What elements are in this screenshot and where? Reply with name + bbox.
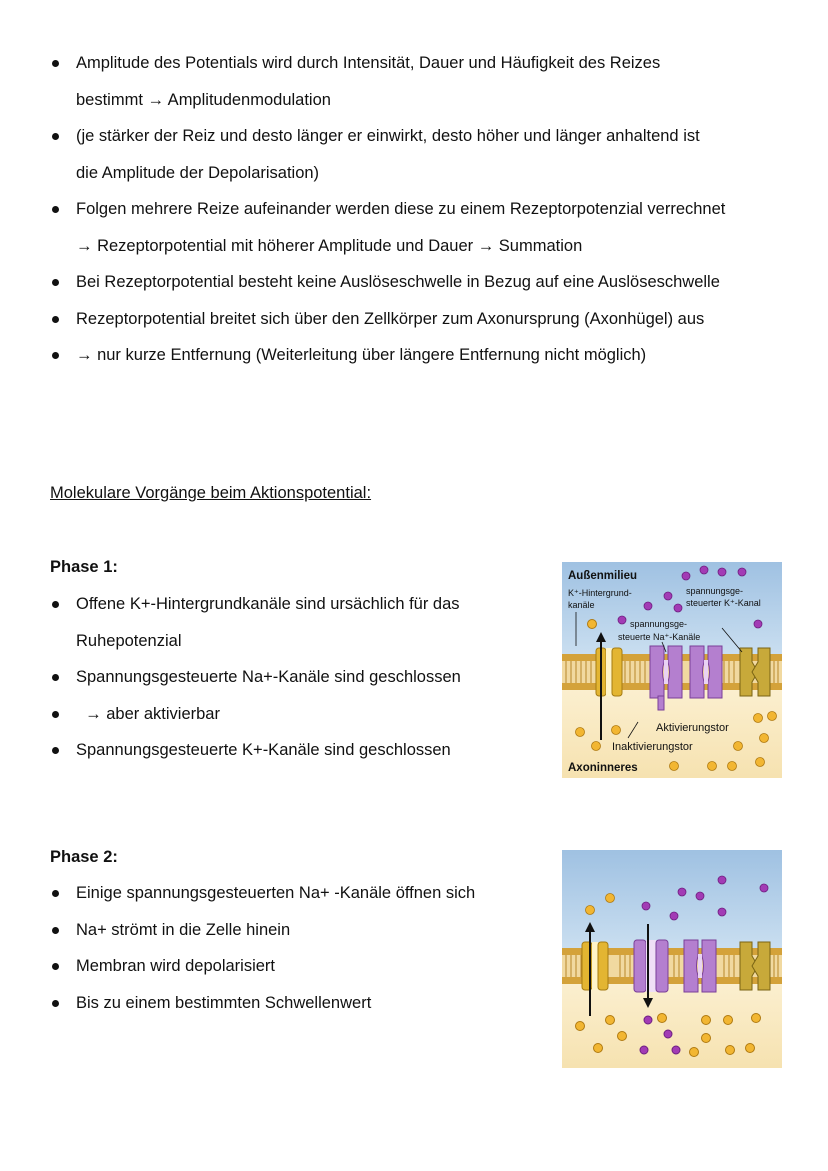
list-item — [50, 45, 725, 118]
bullet-icon — [52, 963, 59, 970]
list-item-text-cont: die Amplitude der Depolarisation) — [76, 163, 320, 182]
bullet-icon — [52, 927, 59, 934]
outside-area — [562, 850, 782, 948]
k-voltage-label-1: spannungsge- — [686, 586, 744, 596]
list-item — [50, 586, 461, 659]
list-item-text: Bis zu einem bestimmten Schwellenwert — [76, 993, 372, 1012]
bullet-icon — [52, 890, 59, 897]
list-item — [50, 985, 475, 1022]
list-item — [50, 912, 475, 949]
list-item-text: Membran wird depolarisiert — [76, 957, 275, 975]
list-item-text-cont: bestimmt → Amplitudenmodulation — [76, 90, 331, 109]
list-item-text: Offene K+-Hintergrundkanäle sind ursächlich für das — [76, 595, 460, 613]
phase1-bullet-list — [50, 586, 461, 769]
list-item-text: → nur kurze Entfernung (Weiterleitung über längere Entfernung nicht möglich) — [76, 346, 647, 364]
list-item-text: Amplitude des Potentials wird durch Intensität, Dauer und Häufigkeit des Reizes — [76, 54, 661, 72]
bullet-icon — [52, 60, 59, 67]
inside-label: Axoninneres — [568, 762, 638, 774]
bullet-icon — [52, 316, 59, 323]
list-item — [50, 875, 475, 912]
bullet-icon — [52, 601, 59, 608]
list-item-text-cont: Ruhepotenzial — [76, 631, 182, 650]
phase2-title: Phase 2: — [50, 848, 118, 866]
list-item — [50, 301, 725, 338]
k-voltage-label-2: steuerter K⁺-Kanal — [686, 598, 761, 608]
k-background-channel — [596, 648, 622, 696]
membrane-phase1-figure — [562, 562, 782, 778]
bullet-icon — [52, 133, 59, 140]
activation-gate-label: Aktivierungstor — [656, 722, 729, 734]
outside-label: Außenmilieu — [568, 570, 638, 582]
list-item-text: Folgen mehrere Reize aufeinander werden diese zu einem Rezeptorpotenzial verrechnet — [76, 200, 726, 218]
phase2-bullet-list — [50, 875, 475, 1021]
list-item — [50, 696, 461, 733]
list-item — [50, 191, 725, 264]
list-item — [50, 337, 725, 374]
inactivation-gate-label: Inaktivierungstor — [612, 741, 693, 753]
list-item-text: Bei Rezeptorpotential besteht keine Auslöseschwelle in Bezug auf eine Auslöseschwelle — [76, 273, 720, 291]
list-item — [50, 948, 475, 985]
phase1-title: Phase 1: — [50, 558, 118, 576]
na-voltage-label-1: spannungsge- — [630, 619, 688, 629]
list-item — [50, 659, 461, 696]
k-background-channel — [582, 942, 608, 990]
bullet-icon — [52, 711, 59, 718]
potassium-ion — [588, 620, 597, 629]
intro-bullet-list — [50, 45, 725, 374]
na-voltage-label-2: steuerte Na⁺-Kanäle — [618, 632, 701, 642]
list-item-text: Einige spannungsgesteuerten Na+ -Kanäle öffnen sich — [76, 884, 476, 902]
list-item-text: (je stärker der Reiz und desto länger er einwirkt, desto höher und länger anhaltend ist — [76, 127, 700, 145]
list-item-text-cont: → Rezeptorpotential mit höherer Amplitude und Dauer → Summation — [76, 236, 583, 255]
bullet-icon — [52, 1000, 59, 1007]
k-background-label-2: kanäle — [568, 600, 595, 610]
bullet-icon — [52, 279, 59, 286]
bullet-icon — [52, 674, 59, 681]
k-background-label-1: K⁺-Hintergrund- — [568, 588, 632, 598]
list-item-text: Spannungsgesteuerte Na+-Kanäle sind geschlossen — [76, 668, 461, 686]
list-item-text: Spannungsgesteuerte K+-Kanäle sind geschlossen — [76, 741, 451, 759]
list-item-text: Rezeptorpotential breitet sich über den Zellkörper zum Axonursprung (Axonhügel) aus — [76, 309, 705, 328]
list-item-text: Na+ strömt in die Zelle hinein — [76, 920, 291, 939]
bullet-icon — [52, 747, 59, 754]
list-item — [50, 264, 725, 301]
inside-area — [562, 984, 782, 1068]
section-heading: Molekulare Vorgänge beim Aktionspotential: — [50, 484, 372, 502]
bullet-icon — [52, 352, 59, 359]
membrane-phase2-figure — [562, 850, 782, 1068]
na-channel-open — [634, 940, 668, 992]
list-item — [50, 118, 725, 191]
list-item — [50, 732, 461, 769]
bullet-icon — [52, 206, 59, 213]
list-item-text: → aber aktivierbar — [76, 704, 220, 723]
